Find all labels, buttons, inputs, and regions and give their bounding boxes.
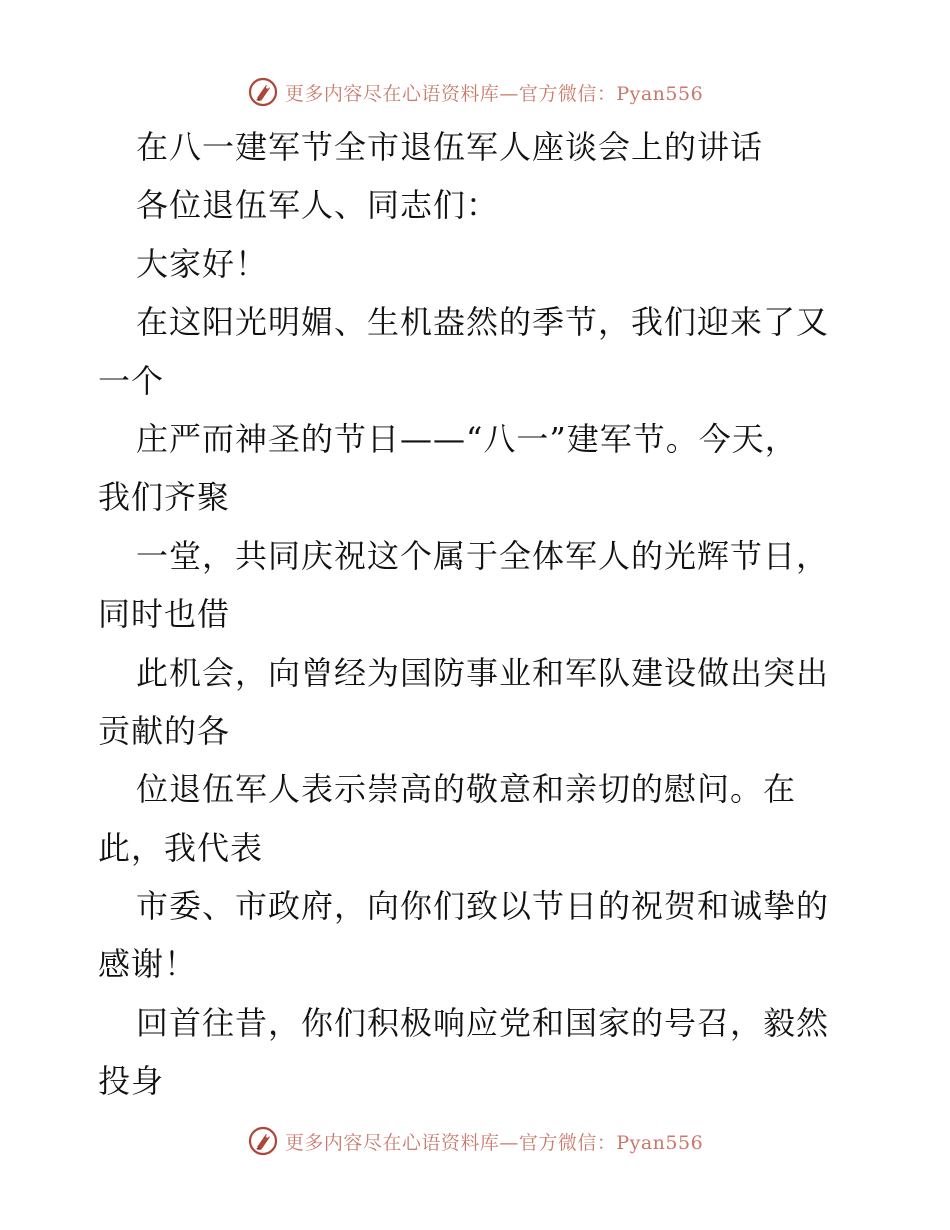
document-body: [98, 118, 858, 1111]
text-line: 同时也借: [98, 595, 231, 634]
text-line: 投身: [98, 1062, 165, 1101]
header-banner: [0, 72, 950, 112]
text-line: 贡献的各: [98, 711, 231, 750]
pen-nib-logo-icon: [247, 76, 279, 108]
footer-banner: [0, 1121, 950, 1161]
document-title-line: 在八一建军节全市退伍军人座谈会上的讲话: [136, 128, 764, 166]
footer-banner-text: 更多内容尽在心语资料库—官方微信：Pyan556: [284, 1131, 704, 1154]
text-line: 市委、市政府，向你们致以节日的祝贺和诚挚的: [136, 887, 830, 926]
text-line: 大家好！: [136, 244, 269, 283]
text-line: 庄严而神圣的节日——“八一”建军节。今天，: [136, 419, 798, 458]
text-line: 在这阳光明媚、生机盎然的季节，我们迎来了又: [136, 303, 830, 342]
pen-nib-logo-icon: [247, 1125, 279, 1157]
text-line: 位退伍军人表示崇高的敬意和亲切的慰问。在: [136, 770, 797, 809]
text-line: 此，我代表: [98, 828, 264, 867]
header-banner-text: 更多内容尽在心语资料库—官方微信：Pyan556: [284, 82, 704, 105]
text-line: 此机会，向曾经为国防事业和军队建设做出突出: [136, 653, 830, 692]
text-line: 一堂，共同庆祝这个属于全体军人的光辉节日，: [136, 536, 830, 575]
text-line: 一个: [98, 361, 165, 400]
text-line: 我们齐聚: [98, 478, 231, 517]
text-line: 感谢！: [98, 945, 198, 984]
text-line: 回首往昔，你们积极响应党和国家的号召，毅然: [136, 1003, 830, 1042]
text-line: 各位退伍军人、同志们：: [136, 186, 500, 225]
